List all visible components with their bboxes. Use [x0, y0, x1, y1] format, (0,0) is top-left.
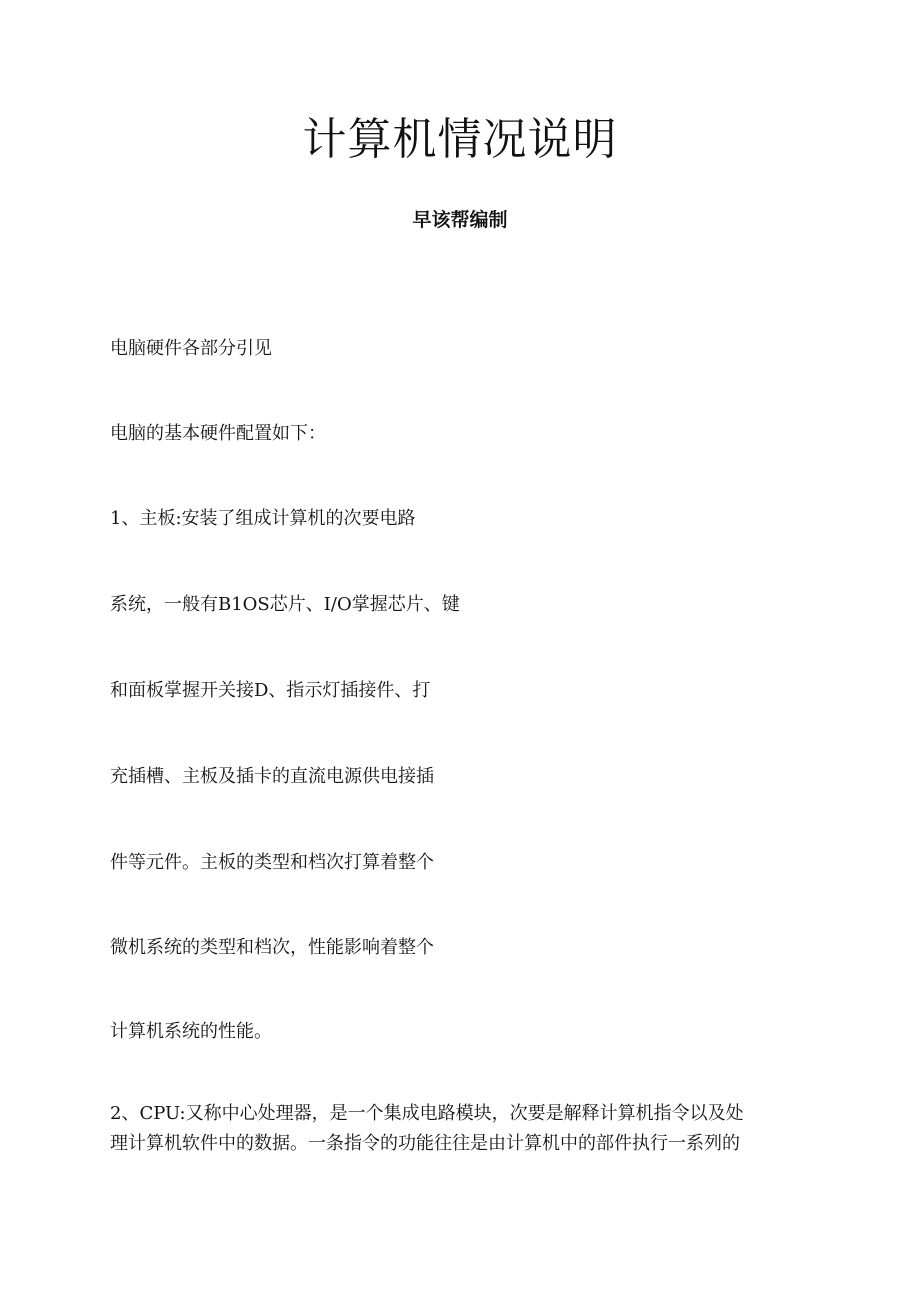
paragraph-line: 理计算机软件中的数据。一条指令的功能往往是由计算机中的部件执行一系列的 — [110, 1133, 740, 1154]
document-title: 计算机情况说明 — [302, 114, 618, 165]
paragraph-line: 微机系统的类型和档次，性能影响着整个 — [110, 937, 434, 958]
paragraph-line: 和面板掌握开关接D、指示灯插接件、打 — [110, 680, 431, 701]
document-subtitle: 早该帮编制 — [412, 209, 508, 231]
paragraph-line: 件等元件。主板的类型和档次打算着整个 — [110, 852, 434, 873]
paragraph-line: 计算机系统的性能。 — [110, 1021, 272, 1042]
paragraph-line: 电脑的基本硬件配置如下： — [110, 423, 326, 444]
paragraph-line: 系统，一般有B1OS芯片、I/O掌握芯片、键 — [110, 594, 460, 615]
paragraph-line: 电脑硬件各部分引见 — [110, 338, 272, 359]
paragraph-line: 1、主板:安装了组成计算机的次要电路 — [110, 508, 416, 529]
paragraph-line: 充插槽、主板及插卡的直流电源供电接插 — [110, 766, 434, 787]
paragraph-line: 2、CPU:又称中心处理器，是一个集成电路模块，次要是解释计算机指令以及处 — [110, 1103, 744, 1124]
